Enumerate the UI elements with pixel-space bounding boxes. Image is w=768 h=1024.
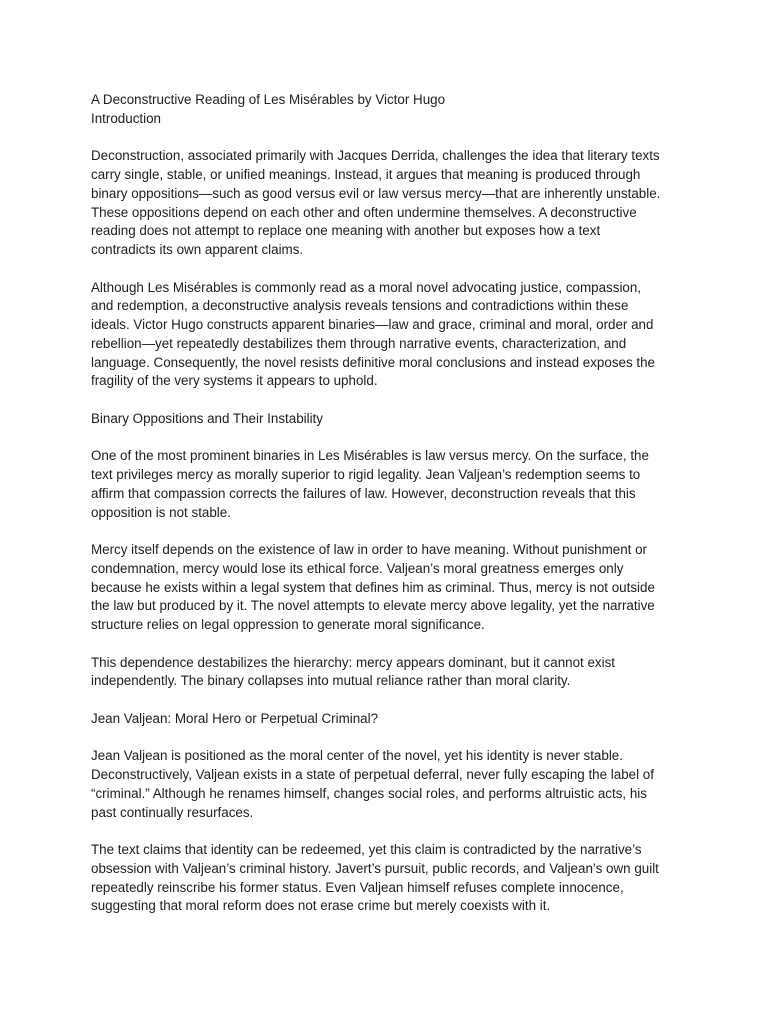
text-line: independently. The binary collapses into mutual reliance rather than moral clarity.: [91, 673, 571, 689]
text-line: fragility of the very systems it appears to uphold.: [91, 373, 378, 389]
text-line: past continually resurfaces.: [91, 804, 254, 820]
text-line: repeatedly reinscribe his former status. Even Valjean himself refuses complete innocence,: [91, 879, 624, 895]
text-line: language. Consequently, the novel resists definitive moral conclusions and instead exposes the: [91, 354, 655, 370]
text-line: Deconstructively, Valjean exists in a state of perpetual deferral, never fully escaping the label of: [91, 767, 654, 782]
section-heading-introduction: Introduction: [91, 110, 161, 126]
heading-binary-oppositions: [91, 410, 690, 429]
text-line: Mercy itself depends on the existence of law in order to have meaning. Without punishment or: [91, 542, 648, 557]
paragraph-law-versus-mercy: [91, 447, 690, 522]
text-line: Although Les Misérables is commonly read as a moral novel advocating justice, compassion,: [91, 279, 642, 295]
text-line: This dependence destabilizes the hierarchy: mercy appears dominant, but it cannot exist: [91, 654, 616, 670]
document-title-block: [91, 91, 690, 129]
text-line: text privileges mercy as morally superior to rigid legality. Jean Valjean’s redemption seems to: [91, 467, 641, 482]
text-line: the law but produced by it. The novel attempts to elevate mercy above legality, yet the narrative: [91, 598, 655, 614]
text-line: carry single, stable, or unified meanings. Instead, it argues that meaning is produced through: [91, 167, 641, 182]
text-line: contradicts its own apparent claims.: [91, 242, 304, 257]
section-heading: Binary Oppositions and Their Instability: [91, 410, 323, 426]
text-line: because he exists within a legal system that defines him as criminal. Thus, mercy is not outside: [91, 579, 655, 595]
text-line: suggesting that moral reform does not erase crime but merely coexists with it.: [91, 898, 551, 914]
paragraph-deconstruction-intro: [91, 147, 690, 260]
paragraph-moral-novel: [91, 279, 690, 392]
text-line: opposition is not stable.: [91, 504, 231, 520]
section-heading: Jean Valjean: Moral Hero or Perpetual Criminal?: [91, 710, 379, 726]
text-line: structure relies on legal oppression to generate moral significance.: [91, 617, 485, 632]
text-line: “criminal.” Although he renames himself, changes social roles, and performs altruistic acts, his: [91, 785, 647, 801]
text-line: These oppositions depend on each other and often undermine themselves. A deconstructive: [91, 204, 637, 220]
paragraph-valjean-identity: [91, 747, 690, 822]
paragraph-mercy-depends-on-law: [91, 541, 690, 635]
text-line: reading does not attempt to replace one meaning with another but exposes how a text: [91, 223, 601, 239]
text-line: One of the most prominent binaries in Les Misérables is law versus mercy. On the surface, the: [91, 448, 649, 464]
paragraph-identity-redeemed: [91, 841, 690, 916]
text-line: Deconstruction, associated primarily with Jacques Derrida, challenges the idea that literary texts: [91, 148, 660, 164]
text-line: Jean Valjean is positioned as the moral center of the novel, yet his identity is never stable.: [91, 748, 623, 764]
text-line: condemnation, mercy would lose its ethical force. Valjean’s moral greatness emerges only: [91, 560, 624, 576]
text-line: and redemption, a deconstructive analysis reveals tensions and contradictions within these: [91, 298, 629, 314]
text-line: rebellion—yet repeatedly destabilizes them through narrative events, characterization, and: [91, 335, 627, 351]
text-line: ideals. Victor Hugo constructs apparent binaries—law and grace, criminal and moral, order and: [91, 317, 654, 332]
text-line: binary oppositions—such as good versus evil or law versus mercy—that are inherently unstable.: [91, 185, 661, 201]
text-line: affirm that compassion corrects the failures of law. However, deconstruction reveals that this: [91, 485, 636, 501]
heading-jean-valjean: [91, 710, 690, 729]
paragraph-hierarchy-destabilized: [91, 654, 690, 692]
text-line: The text claims that identity can be redeemed, yet this claim is contradicted by the narrative’s: [91, 842, 642, 857]
text-line: obsession with Valjean’s criminal history. Javert’s pursuit, public records, and Valjean’s own guilt: [91, 860, 659, 876]
document-title: A Deconstructive Reading of Les Misérables by Victor Hugo: [91, 92, 446, 107]
